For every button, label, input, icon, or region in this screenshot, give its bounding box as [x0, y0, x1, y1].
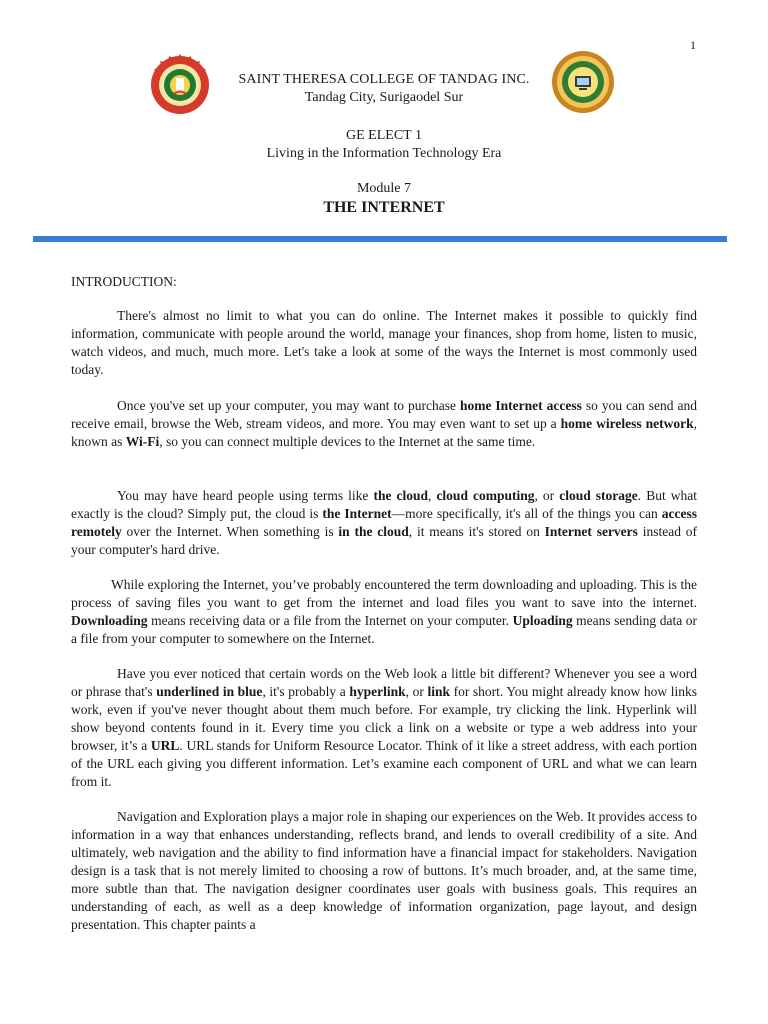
module-label: Module 7: [356, 181, 412, 196]
bold-term: in the cloud: [338, 524, 409, 539]
bold-term: home Internet access: [459, 398, 582, 413]
bold-term: access remotely: [71, 506, 698, 539]
paragraph-6: [71, 808, 697, 934]
bold-term: the cloud: [373, 488, 429, 503]
section-heading: INTRODUCTION:: [71, 274, 177, 289]
bold-term: link: [427, 684, 450, 699]
paragraph-5: [71, 665, 697, 791]
bold-term: underlined in blue: [156, 684, 263, 699]
text-run: means sending data or a file from your computer to somewhere on the Internet.: [71, 613, 697, 646]
course-title: Living in the Information Technology Era: [266, 146, 502, 161]
text-run: means receiving data or a file from the Internet on your computer.: [147, 613, 513, 628]
header-divider: [33, 236, 727, 242]
text-run: Navigation and Exploration plays a major role in shaping our experiences on the Web. It provides access to information in a way that enhances understanding, reflects brand, and lends to overall credibility of a site. And ultimately, web navigation and the ability to find information have a financial impact for stakeholders. Navigation design is a task that is not merely limited to choosing a row of buttons. It’s much broader, and, at the same time, more subtle than that. The navigation designer coordinates user goals with business goals. This requires an understanding of each, as well as a deep knowledge of information organization, page layout, and design presentation. This chapter paints a: [71, 809, 697, 932]
bold-term: Downloading: [71, 613, 148, 628]
text-run: , or: [405, 684, 428, 699]
paragraph-2: [71, 397, 697, 451]
text-run: , known as: [71, 416, 697, 449]
text-run: , so you can connect multiple devices to the Internet at the same time.: [159, 434, 536, 449]
bold-term: cloud storage: [559, 488, 638, 503]
bold-term: home wireless network: [560, 416, 694, 431]
text-run: over the Internet. When something is: [121, 524, 339, 539]
bold-term: Wi-Fi: [125, 434, 160, 449]
text-run: for short. You might already know how links work, even if you've never thought about them much before. For example, try clicking the link. Hyperlink will show beyond contents found in it. Every time you click a link on a website or type a web address into your browser, it’s a: [71, 684, 697, 753]
bold-term: URL: [150, 738, 180, 753]
text-run: , it's probably a: [262, 684, 350, 699]
paragraph-3: [71, 487, 697, 559]
text-run: Once you've set up your computer, you may want to purchase: [117, 398, 460, 413]
text-run: There's almost no limit to what you can do online. The Internet makes it possible to quickly find information, communicate with people around the world, manage your finances, shop from home, listen to music, watch videos, and much, much more. Let's take a look at some of the ways the Internet is most commonly used today.: [71, 308, 697, 377]
bold-term: Uploading: [512, 613, 573, 628]
bold-term: cloud computing: [436, 488, 535, 503]
paragraph-4: [71, 576, 697, 648]
text-run: , or: [534, 488, 560, 503]
document-header: [0, 71, 768, 107]
course-code: GE ELECT 1: [346, 128, 422, 143]
college-name: SAINT THERESA COLLEGE OF TANDAG INC.: [238, 72, 530, 87]
text-run: instead of your computer's hard drive.: [71, 524, 698, 557]
bold-term: Internet servers: [544, 524, 638, 539]
text-run: You may have heard people using terms like: [117, 488, 374, 503]
text-run: Have you ever noticed that certain words on the Web look a little bit different? Whenever you see a word or phrase that's: [71, 666, 697, 699]
text-run: . But what exactly is the cloud? Simply put, the cloud is: [71, 488, 697, 521]
bold-term: hyperlink: [349, 684, 406, 699]
text-run: —more specifically, it's all of the things you can: [391, 506, 662, 521]
text-run: While exploring the Internet, you’ve probably encountered the term downloading and uploading. This is the process of saving files you want to get from the internet and load files you want to save into the internet.: [71, 577, 697, 610]
text-run: . URL stands for Uniform Resource Locator. Think of it like a street address, with each portion of the URL each giving you different information. Let’s examine each component of URL and what we can learn from it.: [71, 738, 697, 789]
text-run: ,: [428, 488, 437, 503]
bold-term: the Internet: [322, 506, 392, 521]
page-number: 1: [690, 38, 696, 52]
college-location: Tandag City, Surigaodel Sur: [304, 90, 464, 105]
document-title: THE INTERNET: [323, 199, 445, 216]
text-run: so you can send and receive email, browse the Web, stream videos, and more. You may even want to set up a: [71, 398, 697, 431]
paragraph-1: [71, 307, 697, 379]
text-run: , it means it's stored on: [408, 524, 545, 539]
